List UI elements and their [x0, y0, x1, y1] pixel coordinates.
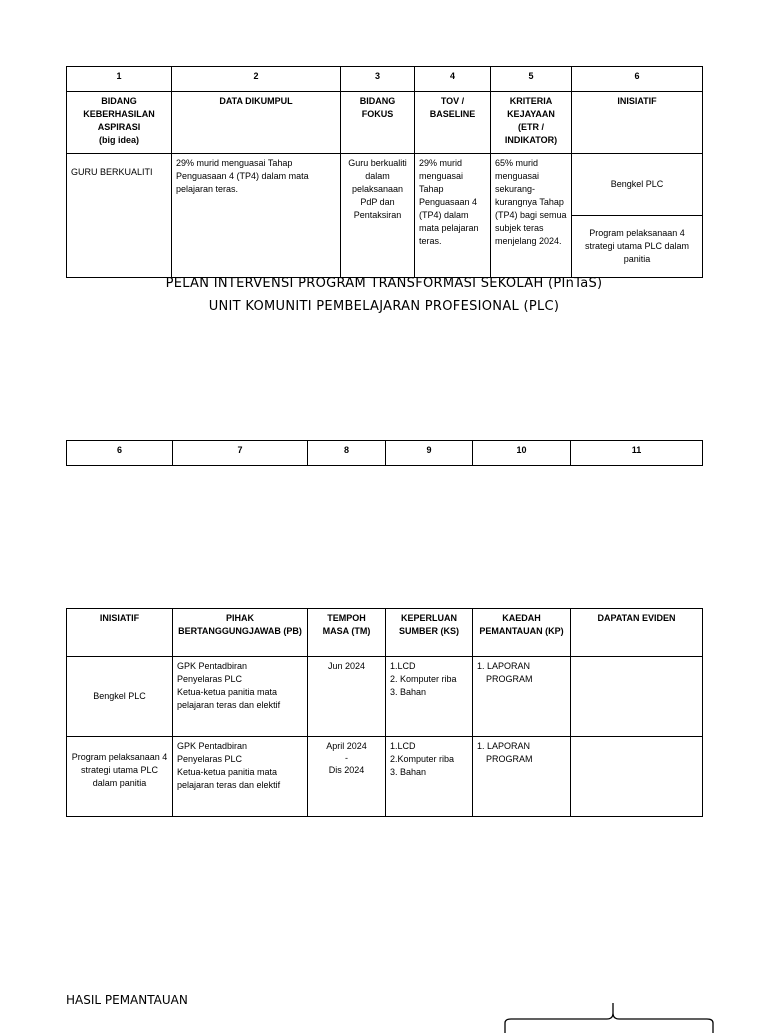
ks-line: 3. Bahan: [390, 767, 427, 777]
kp-line: 1. LAPORAN: [477, 741, 531, 751]
col-number: 10: [473, 441, 571, 466]
table-intervention-plan: [66, 66, 703, 278]
header-inisiatif: INISIATIF: [67, 609, 173, 657]
pb-line: GPK Pentadbiran: [177, 661, 248, 671]
ks-line: 2. Komputer riba: [390, 674, 457, 684]
ks-line: 2.Komputer riba: [390, 754, 455, 764]
page-title: PELAN INTERVENSI PROGRAM TRANSFORMASI SEKOLAH (PInTaS): [165, 276, 603, 291]
cell-tm: Jun 2024: [308, 657, 386, 737]
header-inisiatif: INISIATIF: [572, 92, 703, 154]
pb-line: Penyelaras PLC: [177, 674, 243, 684]
cell-inisiatif-2: Program pelaksanaan 4 strategi utama PLC dalam panitia: [572, 216, 703, 278]
header-kp: KAEDAH PEMANTAUAN (KP): [473, 609, 571, 657]
ks-line: 1.LCD: [390, 661, 416, 671]
cell-inisiatif: Bengkel PLC: [67, 657, 173, 737]
hasil-pemantauan-heading: HASIL PEMANTAUAN: [66, 993, 188, 1007]
cell-pb: [173, 737, 308, 817]
pb-line: GPK Pentadbiran: [177, 741, 248, 751]
cell-data: 29% murid menguasai Tahap Penguasaan 4 (TP4) dalam mata pelajaran teras.: [172, 154, 341, 278]
col-number: 4: [415, 67, 491, 92]
cell-ks: [386, 737, 473, 817]
col-number: 2: [172, 67, 341, 92]
cell-inisiatif: Program pelaksanaan 4 strategi utama PLC dalam panitia: [67, 737, 173, 817]
cell-pb: [173, 657, 308, 737]
table-number-row: [67, 67, 703, 92]
col-number: 3: [341, 67, 415, 92]
kp-line: 1. LAPORAN: [477, 661, 531, 671]
col-number: 5: [491, 67, 572, 92]
curly-brace-shape: [503, 1003, 715, 1033]
table-header-row: [67, 609, 703, 657]
header-tov: TOV / BASELINE: [415, 92, 491, 154]
cell-bidang: GURU BERKUALITI: [67, 154, 172, 278]
col-number: 6: [67, 441, 173, 466]
table-row: [67, 657, 703, 737]
cell-eviden[interactable]: [571, 737, 703, 817]
cell-kp: [473, 737, 571, 817]
cell-kp: [473, 657, 571, 737]
cell-kriteria: 65% murid menguasai sekurang-kurangnya Tahap (TP4) bagi semua subjek teras menjelang 2024.: [491, 154, 572, 278]
cell-fokus: Guru berkualiti dalam pelaksanaan PdP dan Pentaksiran: [341, 154, 415, 278]
col-number: 1: [67, 67, 172, 92]
table-row: [67, 154, 703, 216]
table-number-strip: [66, 440, 703, 466]
col-number: 9: [386, 441, 473, 466]
page-subtitle: UNIT KOMUNITI PEMBELAJARAN PROFESIONAL (PLC): [208, 299, 560, 314]
col-number: 11: [571, 441, 703, 466]
table-header-row: [67, 92, 703, 154]
ks-line: 3. Bahan: [390, 687, 427, 697]
header-ks: KEPERLUAN SUMBER (KS): [386, 609, 473, 657]
header-data: DATA DIKUMPUL: [172, 92, 341, 154]
table-row: [67, 737, 703, 817]
table-number-row: [67, 441, 703, 466]
header-tm: TEMPOH MASA (TM): [308, 609, 386, 657]
cell-ks: [386, 657, 473, 737]
pb-line: Ketua-ketua panitia mata pelajaran teras dan elektif: [177, 767, 281, 790]
ks-line: 1.LCD: [390, 741, 416, 751]
kp-line: PROGRAM: [486, 674, 533, 684]
col-number: 6: [572, 67, 703, 92]
header-eviden: DAPATAN EVIDEN: [571, 609, 703, 657]
cell-eviden[interactable]: [571, 657, 703, 737]
table-implementation: [66, 608, 703, 817]
cell-tm: April 2024 - Dis 2024: [308, 737, 386, 817]
pb-line: Penyelaras PLC: [177, 754, 243, 764]
pb-line: Ketua-ketua panitia mata pelajaran teras dan elektif: [177, 687, 281, 710]
col-number: 8: [308, 441, 386, 466]
header-bidang: BIDANG KEBERHASILAN ASPIRASI (big idea): [67, 92, 172, 154]
col-number: 7: [173, 441, 308, 466]
cell-tov: 29% murid menguasai Tahap Penguasaan 4 (TP4) dalam mata pelajaran teras.: [415, 154, 491, 278]
header-pb: PIHAK BERTANGGUNGJAWAB (PB): [173, 609, 308, 657]
header-fokus: BIDANG FOKUS: [341, 92, 415, 154]
kp-line: PROGRAM: [486, 754, 533, 764]
header-kriteria: KRITERIA KEJAYAAN (ETR / INDIKATOR): [491, 92, 572, 154]
cell-inisiatif-1: Bengkel PLC: [572, 154, 703, 216]
